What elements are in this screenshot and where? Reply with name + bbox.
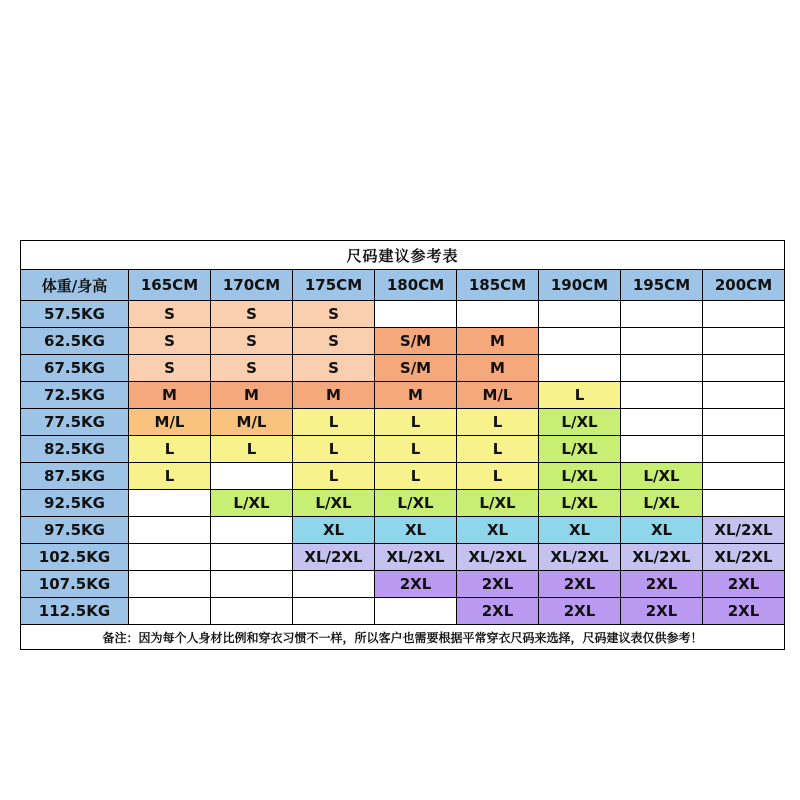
size-cell: L bbox=[375, 436, 457, 463]
size-cell: L/XL bbox=[539, 490, 621, 517]
size-cell: 2XL bbox=[621, 598, 703, 625]
size-cell: M bbox=[129, 382, 211, 409]
size-cell: L/XL bbox=[457, 490, 539, 517]
size-cell: L bbox=[293, 463, 375, 490]
size-cell: L bbox=[129, 436, 211, 463]
size-cell: L/XL bbox=[539, 409, 621, 436]
size-cell: XL/2XL bbox=[621, 544, 703, 571]
height-header: 180CM bbox=[375, 270, 457, 301]
size-cell bbox=[703, 490, 785, 517]
size-cell bbox=[621, 436, 703, 463]
size-cell bbox=[129, 517, 211, 544]
size-cell: S bbox=[211, 301, 293, 328]
size-cell bbox=[703, 301, 785, 328]
size-cell: XL bbox=[293, 517, 375, 544]
size-cell bbox=[211, 463, 293, 490]
size-cell: XL/2XL bbox=[293, 544, 375, 571]
table-row bbox=[21, 571, 785, 598]
size-cell: L bbox=[457, 436, 539, 463]
weight-label: 62.5KG bbox=[21, 328, 129, 355]
size-cell: XL/2XL bbox=[539, 544, 621, 571]
size-cell: M bbox=[457, 355, 539, 382]
size-cell: L/XL bbox=[621, 463, 703, 490]
weight-label: 97.5KG bbox=[21, 517, 129, 544]
weight-label: 82.5KG bbox=[21, 436, 129, 463]
size-cell bbox=[211, 517, 293, 544]
table-row bbox=[21, 301, 785, 328]
table-row bbox=[21, 355, 785, 382]
size-cell: XL/2XL bbox=[375, 544, 457, 571]
size-cell bbox=[703, 382, 785, 409]
size-cell: 2XL bbox=[539, 571, 621, 598]
size-cell: L bbox=[293, 436, 375, 463]
size-cell bbox=[539, 328, 621, 355]
size-cell: M bbox=[293, 382, 375, 409]
size-cell: S bbox=[129, 355, 211, 382]
weight-label: 67.5KG bbox=[21, 355, 129, 382]
size-cell: M/L bbox=[129, 409, 211, 436]
height-header: 200CM bbox=[703, 270, 785, 301]
size-cell: L bbox=[375, 463, 457, 490]
size-cell bbox=[703, 328, 785, 355]
size-cell bbox=[375, 301, 457, 328]
size-cell bbox=[539, 355, 621, 382]
size-cell: 2XL bbox=[457, 598, 539, 625]
size-cell bbox=[293, 598, 375, 625]
weight-label: 77.5KG bbox=[21, 409, 129, 436]
size-cell bbox=[457, 301, 539, 328]
size-cell: XL/2XL bbox=[703, 517, 785, 544]
size-cell bbox=[129, 598, 211, 625]
size-cell: S bbox=[129, 328, 211, 355]
size-cell bbox=[703, 409, 785, 436]
size-cell: M/L bbox=[457, 382, 539, 409]
size-cell bbox=[211, 598, 293, 625]
size-cell: S bbox=[293, 301, 375, 328]
size-cell: 2XL bbox=[703, 598, 785, 625]
corner-label: 体重/身高 bbox=[21, 270, 129, 301]
height-header: 165CM bbox=[129, 270, 211, 301]
size-cell: L/XL bbox=[539, 463, 621, 490]
size-cell bbox=[703, 463, 785, 490]
size-cell: L bbox=[457, 463, 539, 490]
size-cell: L bbox=[375, 409, 457, 436]
table-row bbox=[21, 328, 785, 355]
size-cell: L/XL bbox=[375, 490, 457, 517]
size-cell: L/XL bbox=[539, 436, 621, 463]
size-cell bbox=[621, 409, 703, 436]
weight-label: 112.5KG bbox=[21, 598, 129, 625]
size-cell: XL bbox=[621, 517, 703, 544]
size-cell bbox=[375, 598, 457, 625]
size-cell: XL bbox=[375, 517, 457, 544]
size-cell: S bbox=[293, 355, 375, 382]
weight-label: 87.5KG bbox=[21, 463, 129, 490]
size-cell: L bbox=[293, 409, 375, 436]
size-cell: L bbox=[457, 409, 539, 436]
size-cell bbox=[539, 301, 621, 328]
weight-label: 72.5KG bbox=[21, 382, 129, 409]
size-cell: S bbox=[211, 328, 293, 355]
size-cell: M bbox=[211, 382, 293, 409]
size-cell bbox=[293, 571, 375, 598]
size-cell bbox=[621, 355, 703, 382]
size-cell: S bbox=[211, 355, 293, 382]
size-cell bbox=[211, 544, 293, 571]
size-cell bbox=[703, 436, 785, 463]
size-cell bbox=[621, 328, 703, 355]
size-cell: L bbox=[211, 436, 293, 463]
header-row bbox=[21, 270, 785, 301]
size-cell: S/M bbox=[375, 355, 457, 382]
size-cell: XL/2XL bbox=[457, 544, 539, 571]
table-row bbox=[21, 463, 785, 490]
size-cell bbox=[129, 571, 211, 598]
size-cell: M bbox=[375, 382, 457, 409]
weight-label: 102.5KG bbox=[21, 544, 129, 571]
size-cell bbox=[703, 355, 785, 382]
footnote: 备注：因为每个人身材比例和穿衣习惯不一样，所以客户也需要根据平常穿衣尺码来选择，尺码建议表仅供参考！ bbox=[21, 625, 785, 650]
size-cell: L bbox=[539, 382, 621, 409]
size-cell: S bbox=[293, 328, 375, 355]
size-cell: XL bbox=[457, 517, 539, 544]
size-cell: 2XL bbox=[621, 571, 703, 598]
weight-label: 92.5KG bbox=[21, 490, 129, 517]
size-cell: L/XL bbox=[621, 490, 703, 517]
size-cell: 2XL bbox=[375, 571, 457, 598]
size-cell bbox=[211, 571, 293, 598]
size-cell: L bbox=[129, 463, 211, 490]
table-row bbox=[21, 544, 785, 571]
weight-label: 107.5KG bbox=[21, 571, 129, 598]
size-cell: S bbox=[129, 301, 211, 328]
height-header: 195CM bbox=[621, 270, 703, 301]
table-row bbox=[21, 517, 785, 544]
table-row bbox=[21, 490, 785, 517]
size-cell: XL bbox=[539, 517, 621, 544]
size-cell: 2XL bbox=[703, 571, 785, 598]
size-cell bbox=[621, 382, 703, 409]
table-title: 尺码建议参考表 bbox=[21, 241, 785, 270]
size-cell: M bbox=[457, 328, 539, 355]
table-row bbox=[21, 436, 785, 463]
size-cell: 2XL bbox=[539, 598, 621, 625]
size-cell bbox=[129, 544, 211, 571]
height-header: 170CM bbox=[211, 270, 293, 301]
height-header: 175CM bbox=[293, 270, 375, 301]
table-row bbox=[21, 409, 785, 436]
height-header: 185CM bbox=[457, 270, 539, 301]
size-chart-table bbox=[20, 240, 785, 650]
size-cell: S/M bbox=[375, 328, 457, 355]
size-cell: L/XL bbox=[293, 490, 375, 517]
size-cell: M/L bbox=[211, 409, 293, 436]
weight-label: 57.5KG bbox=[21, 301, 129, 328]
size-cell: L/XL bbox=[211, 490, 293, 517]
size-cell: XL/2XL bbox=[703, 544, 785, 571]
size-cell bbox=[129, 490, 211, 517]
height-header: 190CM bbox=[539, 270, 621, 301]
size-cell bbox=[621, 301, 703, 328]
table-row bbox=[21, 382, 785, 409]
table-row bbox=[21, 598, 785, 625]
size-cell: 2XL bbox=[457, 571, 539, 598]
